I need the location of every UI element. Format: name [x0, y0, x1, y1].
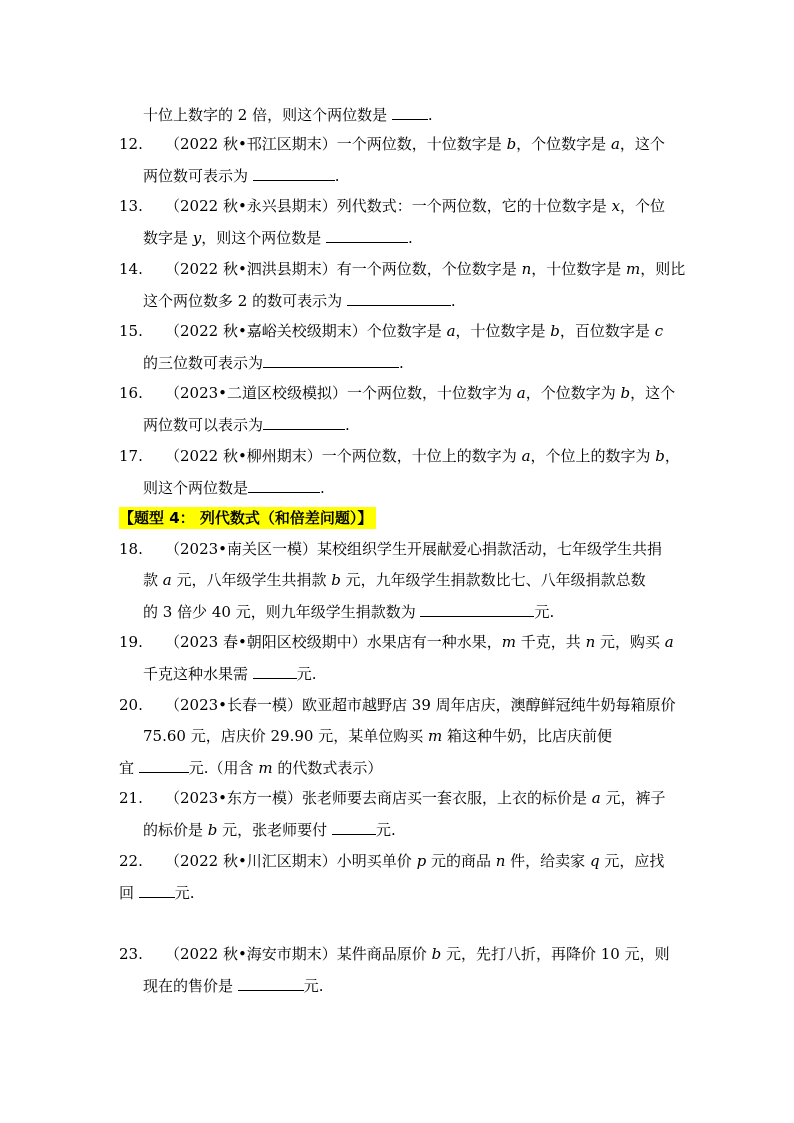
question-12-line2: 两位数可表示为 . [143, 167, 340, 185]
question-number: 22. [119, 852, 143, 870]
question-17-line2: 则这个两位数是 . [143, 479, 325, 497]
q19-answer-blank[interactable] [253, 663, 297, 679]
q20-answer-blank[interactable] [139, 757, 189, 773]
q16-answer-blank[interactable] [263, 414, 345, 430]
q21-answer-blank[interactable] [332, 819, 376, 835]
q14-answer-blank[interactable] [347, 290, 451, 306]
question-23-line2: 现在的售价是 元. [143, 977, 324, 995]
question-18-line1: 18. （2023•南关区一模）某校组织学生开展献爱心捐款活动，七年级学生共捐 [119, 540, 663, 558]
question-20-line1: 20. （2023•长春一模）欧亚超市越野店 39 周年店庆，澳醇鲜冠纯牛奶每箱原价 [119, 696, 676, 714]
question-19-line2: 千克这种水果需 元. [143, 665, 317, 683]
question-22-line2: 回 元. [119, 884, 195, 902]
question-21-line1: 21. （2023•东方一模）张老师要去商店买一套衣服，上衣的标价是 a 元，裤子 [119, 789, 666, 807]
question-number: 13. [119, 197, 143, 215]
q13-answer-blank[interactable] [326, 227, 408, 243]
question-13-line1: 13. （2022 秋•永兴县期末）列代数式：一个两位数，它的十位数字是 x，个位 [119, 197, 666, 215]
question-14-line1: 14. （2022 秋•泗洪县期末）有一个两位数，个位数字是 n，十位数字是 m，则比 [119, 260, 686, 278]
question-16-line1: 16. （2023•二道区校级模拟）一个两位数，十位数字为 a，个位数字为 b，这个 [119, 384, 676, 402]
question-22-line1: 22. （2022 秋•川汇区期末）小明买单价 p 元的商品 n 件，给卖家 q 元，应找 [119, 852, 665, 870]
question-number: 12. [119, 135, 143, 153]
question-17-line1: 17. （2022 秋•柳州期末）一个两位数，十位上的数字为 a，个位上的数字为 b， [119, 447, 680, 465]
question-number: 18. [119, 540, 143, 558]
question-23-line1: 23. （2022 秋•海安市期末）某件商品原价 b 元，先打八折，再降价 10 元，则 [119, 945, 670, 963]
question-16-line2: 两位数可以表示为 . [143, 416, 350, 434]
question-number: 20. [119, 696, 143, 714]
q23-answer-blank[interactable] [238, 975, 304, 991]
question-number: 14. [119, 260, 143, 278]
question-14-line2: 这个两位数多 2 的数可表示为 . [143, 292, 456, 310]
question-12-line1: 12. （2022 秋•邗江区期末）一个两位数，十位数字是 b，个位数字是 a，这个 [119, 135, 665, 153]
question-number: 21. [119, 789, 143, 807]
q17-answer-blank[interactable] [248, 477, 320, 493]
q18-answer-blank[interactable] [420, 601, 534, 617]
question-number: 15. [119, 322, 143, 340]
q12-answer-blank[interactable] [253, 165, 335, 181]
question-18-line3: 的 3 倍少 40 元，则九年级学生捐款数为 元. [143, 603, 555, 621]
q11-line2: 十位上数字的 2 倍，则这个两位数是 . [143, 106, 433, 124]
q11-answer-blank[interactable] [392, 104, 428, 120]
question-20-line2: 75.60 元，店庆价 29.90 元，某单位购买 m 箱这种牛奶，比店庆前便 [143, 727, 612, 745]
question-15-line1: 15. （2022 秋•嘉峪关校级期末）个位数字是 a，十位数字是 b，百位数字是 c [119, 322, 664, 340]
section-heading: 【题型 4： 列代数式（和倍差问题）】 [119, 507, 376, 529]
question-number: 19. [119, 633, 143, 651]
question-number: 23. [119, 945, 143, 963]
question-number: 16. [119, 384, 143, 402]
question-number: 17. [119, 447, 143, 465]
question-20-line3: 宜 元.（用含 m 的代数式表示） [119, 759, 383, 777]
q15-answer-blank[interactable] [263, 352, 399, 368]
question-15-line2: 的三位数可表示为 . [143, 354, 404, 372]
question-13-line2: 数字是 y，则这个两位数是 . [143, 229, 413, 247]
question-18-line2: 款 a 元，八年级学生共捐款 b 元，九年级学生捐款数比七、八年级捐款总数 [143, 571, 646, 589]
q22-answer-blank[interactable] [139, 882, 175, 898]
question-21-line2: 的标价是 b 元，张老师要付 元. [143, 821, 396, 839]
question-19-line1: 19. （2023 春•朝阳区校级期中）水果店有一种水果，m 千克，共 n 元，购买 a [119, 633, 674, 651]
